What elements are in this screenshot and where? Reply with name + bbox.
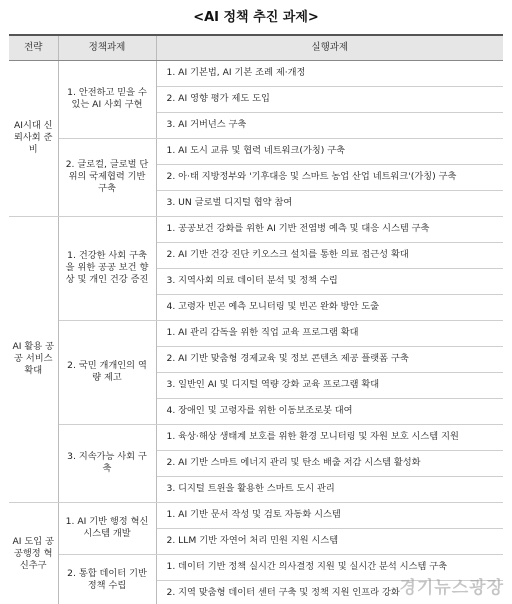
policy-task-cell: 1. 건강한 사회 구축을 위한 공공 보건 향상 및 개인 건강 증진 <box>58 216 156 320</box>
policy-task-cell: 2. 글로컬, 글로벌 단위의 국제협력 기반 구축 <box>58 138 156 216</box>
action-item-cell: 2. AI 기반 스마트 에너지 관리 및 탄소 배출 저감 시스템 활성화 <box>156 450 503 476</box>
table-header-row <box>9 35 503 60</box>
action-item-cell: 1. 공공보건 강화를 위한 AI 기반 전염병 예측 및 대응 시스템 구축 <box>156 216 503 242</box>
action-item-cell: 2. AI 기반 건강 진단 키오스크 설치를 통한 의료 접근성 확대 <box>156 242 503 268</box>
action-item-cell: 1. 육상·해상 생태계 보호를 위한 환경 모니터링 및 자원 보호 시스템 지원 <box>156 424 503 450</box>
strategy-cell: AI 도입 공공행정 혁신추구 <box>9 502 58 604</box>
table-row <box>9 216 503 242</box>
header-strategy: 전략 <box>9 35 58 60</box>
header-task: 정책과제 <box>58 35 156 60</box>
action-item-cell: 2. AI 기반 맞춤형 경제교육 및 정보 콘텐츠 제공 플랫폼 구축 <box>156 346 503 372</box>
watermark: 경기뉴스광장 <box>399 578 504 598</box>
table-row <box>9 502 503 528</box>
action-item-cell: 4. 장애인 및 고령자를 위한 이동보조로봇 대여 <box>156 398 503 424</box>
table-row <box>9 320 503 346</box>
table-row <box>9 60 503 86</box>
table-row <box>9 138 503 164</box>
header-action: 실행과제 <box>156 35 503 60</box>
policy-task-cell: 2. 통합 데이터 기반 정책 수립 <box>58 554 156 604</box>
table-body <box>9 60 503 604</box>
action-item-cell: 3. AI 거버넌스 구축 <box>156 112 503 138</box>
table-row <box>9 424 503 450</box>
strategy-cell: AI 활용 공공 서비스 확대 <box>9 216 58 502</box>
policy-task-cell: 1. 안전하고 믿을 수 있는 AI 사회 구현 <box>58 60 156 138</box>
action-item-cell: 1. AI 기반 문서 작성 및 검토 자동화 시스템 <box>156 502 503 528</box>
action-item-cell: 4. 고령자 빈곤 예측 모니터링 및 빈곤 완화 방안 도출 <box>156 294 503 320</box>
action-item-cell: 3. 디지털 트윈을 활용한 스마트 도시 관리 <box>156 476 503 502</box>
action-item-cell: 1. AI 도시 교류 및 협력 네트워크(가칭) 구축 <box>156 138 503 164</box>
strategy-cell: AI시대 신뢰사회 준비 <box>9 60 58 216</box>
policy-table <box>9 34 503 604</box>
policy-task-cell: 2. 국민 개개인의 역량 제고 <box>58 320 156 424</box>
page-title: <AI 정책 추진 과제> <box>193 10 319 25</box>
action-item-cell: 1. AI 관리 감독을 위한 직업 교육 프로그램 확대 <box>156 320 503 346</box>
action-item-cell: 2. AI 영향 평가 제도 도입 <box>156 86 503 112</box>
action-item-cell: 2. LLM 기반 자연어 처리 민원 지원 시스템 <box>156 528 503 554</box>
action-item-cell: 3. UN 글로벌 디지털 협약 참여 <box>156 190 503 216</box>
action-item-cell: 3. 일반인 AI 및 디지털 역량 강화 교육 프로그램 확대 <box>156 372 503 398</box>
action-item-cell: 3. 지역사회 의료 데이터 분석 및 정책 수립 <box>156 268 503 294</box>
action-item-cell: 1. 데이터 기반 정책 실시간 의사결정 지원 및 실시간 분석 시스템 구축 <box>156 554 503 580</box>
policy-task-cell: 3. 지속가능 사회 구축 <box>58 424 156 502</box>
action-item-cell: 2. 지역 맞춤형 데이터 센터 구축 및 정책 지원 인프라 강화 <box>156 580 503 604</box>
action-item-cell: 2. 아·태 지방정부와 '기후대응 및 스마트 농업 산업 네트워크'(가칭) 구축 <box>156 164 503 190</box>
action-item-cell: 1. AI 기본법, AI 기본 조례 제·개정 <box>156 60 503 86</box>
policy-task-cell: 1. AI 기반 행정 혁신 시스템 개발 <box>58 502 156 554</box>
